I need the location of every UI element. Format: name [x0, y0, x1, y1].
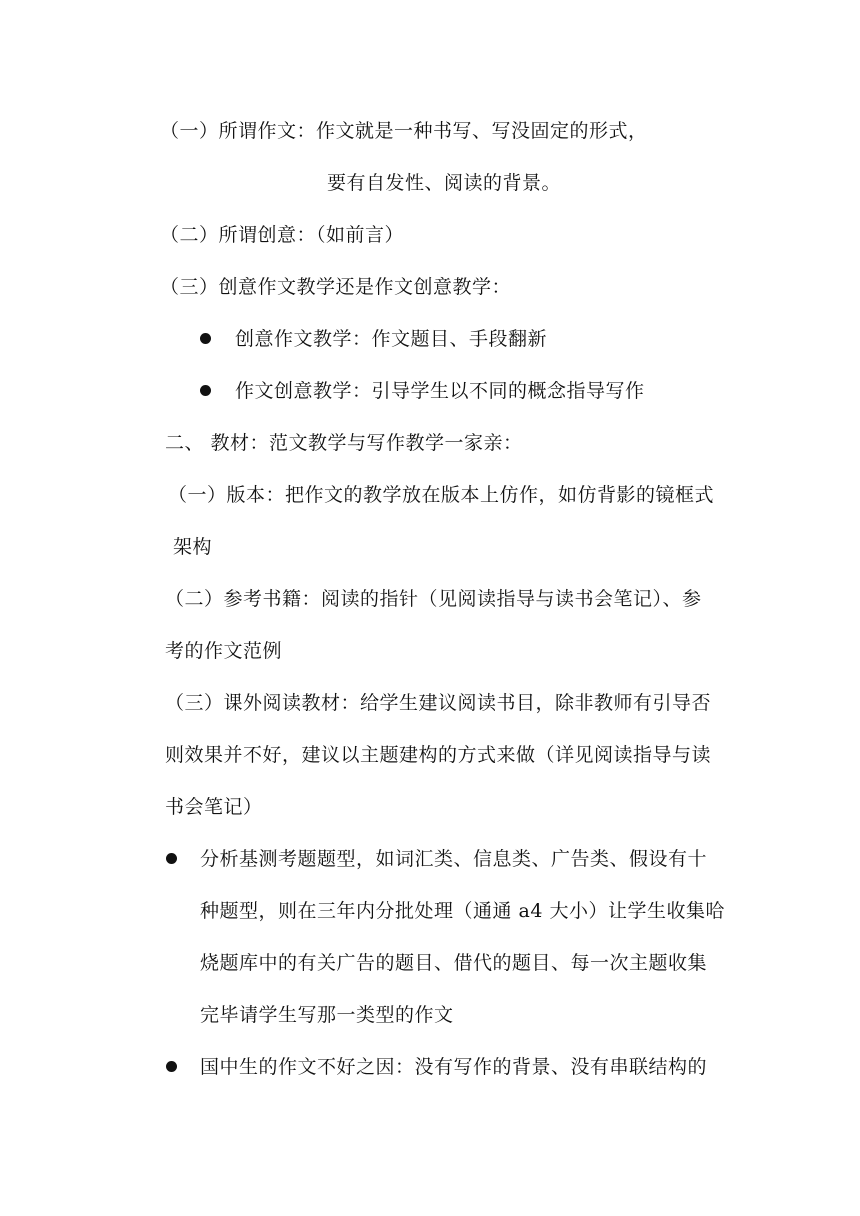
bullet-icon [200, 385, 211, 396]
text-line: （二）参考书籍：阅读的指针（见阅读指导与读书会笔记）、参 [165, 588, 702, 610]
text-line: （三）创意作文教学还是作文创意教学： [160, 276, 512, 298]
text-line: 国中生的作文不好之因：没有写作的背景、没有串联结构的 [200, 1056, 708, 1078]
text-line: （一）版本：把作文的教学放在版本上仿作，如仿背影的镜框式 [168, 484, 715, 506]
bullet-icon [200, 333, 211, 344]
bullet-icon [166, 1061, 177, 1072]
text-line: 完毕请学生写那一类型的作文 [200, 1004, 454, 1026]
text-line: （一）所谓作文：作文就是一种书写、写没固定的形式， [160, 120, 648, 142]
text-line: 架构 [173, 536, 213, 558]
text-line: 要有自发性、阅读的背景。 [327, 172, 562, 194]
text-line: 烧题库中的有关广告的题目、借代的题目、每一次主题收集 [200, 952, 708, 974]
text-line: 二、 教材：范文教学与写作教学一家亲： [165, 432, 523, 454]
text-line: （三）课外阅读教材：给学生建议阅读书目，除非教师有引导否 [165, 692, 712, 714]
bullet-icon [166, 853, 177, 864]
text-line: 作文创意教学：引导学生以不同的概念指导写作 [235, 380, 645, 402]
text-line: 创意作文教学：作文题目、手段翻新 [235, 328, 548, 350]
text-line: 则效果并不好，建议以主题建构的方式来做（详见阅读指导与读 [165, 744, 712, 766]
text-line: （二）所谓创意：（如前言） [160, 224, 405, 246]
text-line: 书会笔记） [165, 796, 263, 818]
text-line: 分析基测考题题型，如词汇类、信息类、广告类、假设有十 [200, 848, 708, 870]
text-line: 考的作文范例 [165, 640, 283, 662]
text-line: 种题型，则在三年内分批处理（通通 a4 大小）让学生收集哈 [200, 900, 725, 922]
